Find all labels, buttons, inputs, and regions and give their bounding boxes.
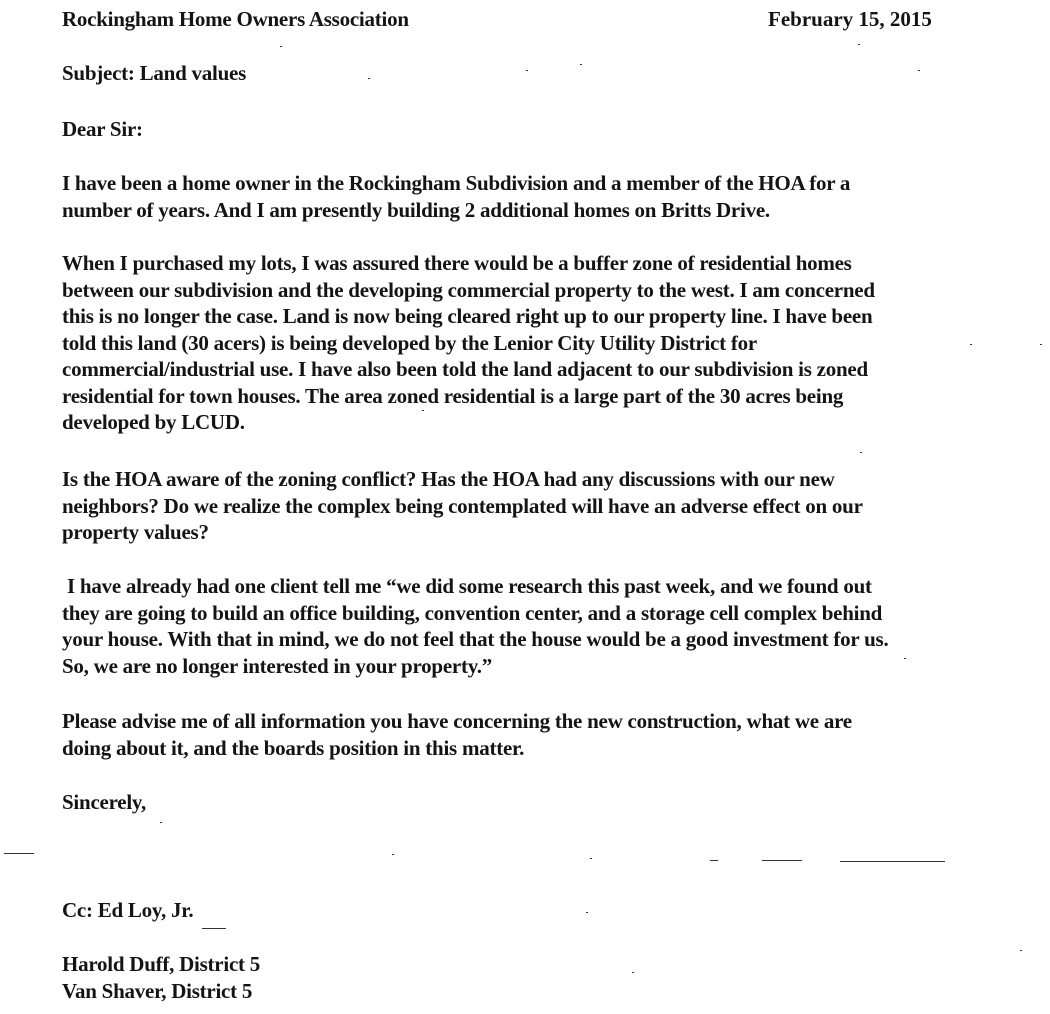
paragraph-line: residential for town houses. The area zoned residential is a large part of the 30 acres being	[62, 383, 844, 408]
paragraph-line: I have been a home owner in the Rockingham Subdivision and a member of the HOA for a	[62, 171, 851, 195]
paragraph-5	[62, 708, 852, 761]
organization-name: Rockingham Home Owners Association	[62, 7, 409, 31]
paragraph-line: neighbors? Do we realize the complex being contemplated will have an adverse effect on our	[62, 493, 863, 518]
scan-speck	[858, 44, 860, 45]
scan-speck	[1020, 950, 1022, 951]
paragraph-line: they are going to build an office building, convention center, and a storage cell complex behind	[62, 600, 883, 625]
scan-speck	[1040, 344, 1042, 345]
scan-speck	[586, 912, 588, 913]
scan-speck	[840, 861, 945, 862]
scan-speck	[762, 860, 802, 861]
paragraph-line: between our subdivision and the developing commercial property to the west. I am concerned	[62, 277, 875, 302]
paragraph-line: property values?	[62, 520, 209, 544]
recipients-list	[62, 951, 260, 1004]
scan-speck	[526, 70, 528, 71]
scan-speck	[160, 822, 162, 823]
scan-speck	[970, 344, 972, 345]
paragraph-3	[62, 466, 863, 546]
scan-speck	[392, 854, 394, 855]
paragraph-4	[62, 573, 888, 679]
paragraph-line: your house. With that in mind, we do not feel that the house would be a good investment for us.	[62, 627, 889, 651]
closing: Sincerely,	[62, 790, 147, 814]
scan-speck	[632, 972, 634, 973]
subject-line: Subject: Land values	[62, 61, 247, 85]
paragraph-line: developed by LCUD.	[62, 410, 245, 434]
recipient: Van Shaver, District 5	[62, 978, 253, 1003]
scan-speck	[202, 928, 226, 929]
scan-speck	[590, 858, 592, 859]
paragraph-line: commercial/industrial use. I have also been told the land adjacent to our subdivision is zoned	[62, 357, 868, 381]
scan-speck	[422, 410, 424, 411]
paragraph-line: I have already had one client tell me “we did some research this past week, and we found out	[62, 574, 872, 598]
scan-speck	[904, 658, 906, 659]
paragraph-line: this is no longer the case. Land is now being cleared right up to our property line. I have been	[62, 304, 873, 328]
paragraph-line: So, we are no longer interested in your property.”	[62, 653, 493, 678]
salutation: Dear Sir:	[62, 117, 143, 141]
paragraph-1	[62, 170, 850, 223]
paragraph-line: told this land (30 acers) is being developed by the Lenior City Utility District for	[62, 330, 757, 355]
recipient: Harold Duff, District 5	[62, 952, 261, 976]
scan-speck	[280, 46, 282, 47]
scan-speck	[580, 64, 582, 65]
scan-speck	[710, 860, 718, 861]
scan-speck	[918, 70, 920, 71]
paragraph-line: When I purchased my lots, I was assured there would be a buffer zone of residential homes	[62, 251, 852, 275]
scan-speck	[4, 853, 34, 854]
paragraph-line: number of years. And I am presently building 2 additional homes on Britts Drive.	[62, 197, 770, 222]
paragraph-line: Please advise me of all information you have concerning the new construction, what we are	[62, 709, 852, 733]
scan-speck	[860, 452, 862, 453]
letter-date: February 15, 2015	[768, 7, 932, 31]
scan-speck	[368, 78, 370, 79]
paragraph-2	[62, 250, 875, 436]
cc-line: Cc: Ed Loy, Jr.	[62, 898, 194, 922]
paragraph-line: doing about it, and the boards position in this matter.	[62, 735, 525, 760]
paragraph-line: Is the HOA aware of the zoning conflict? Has the HOA had any discussions with our new	[62, 467, 835, 491]
